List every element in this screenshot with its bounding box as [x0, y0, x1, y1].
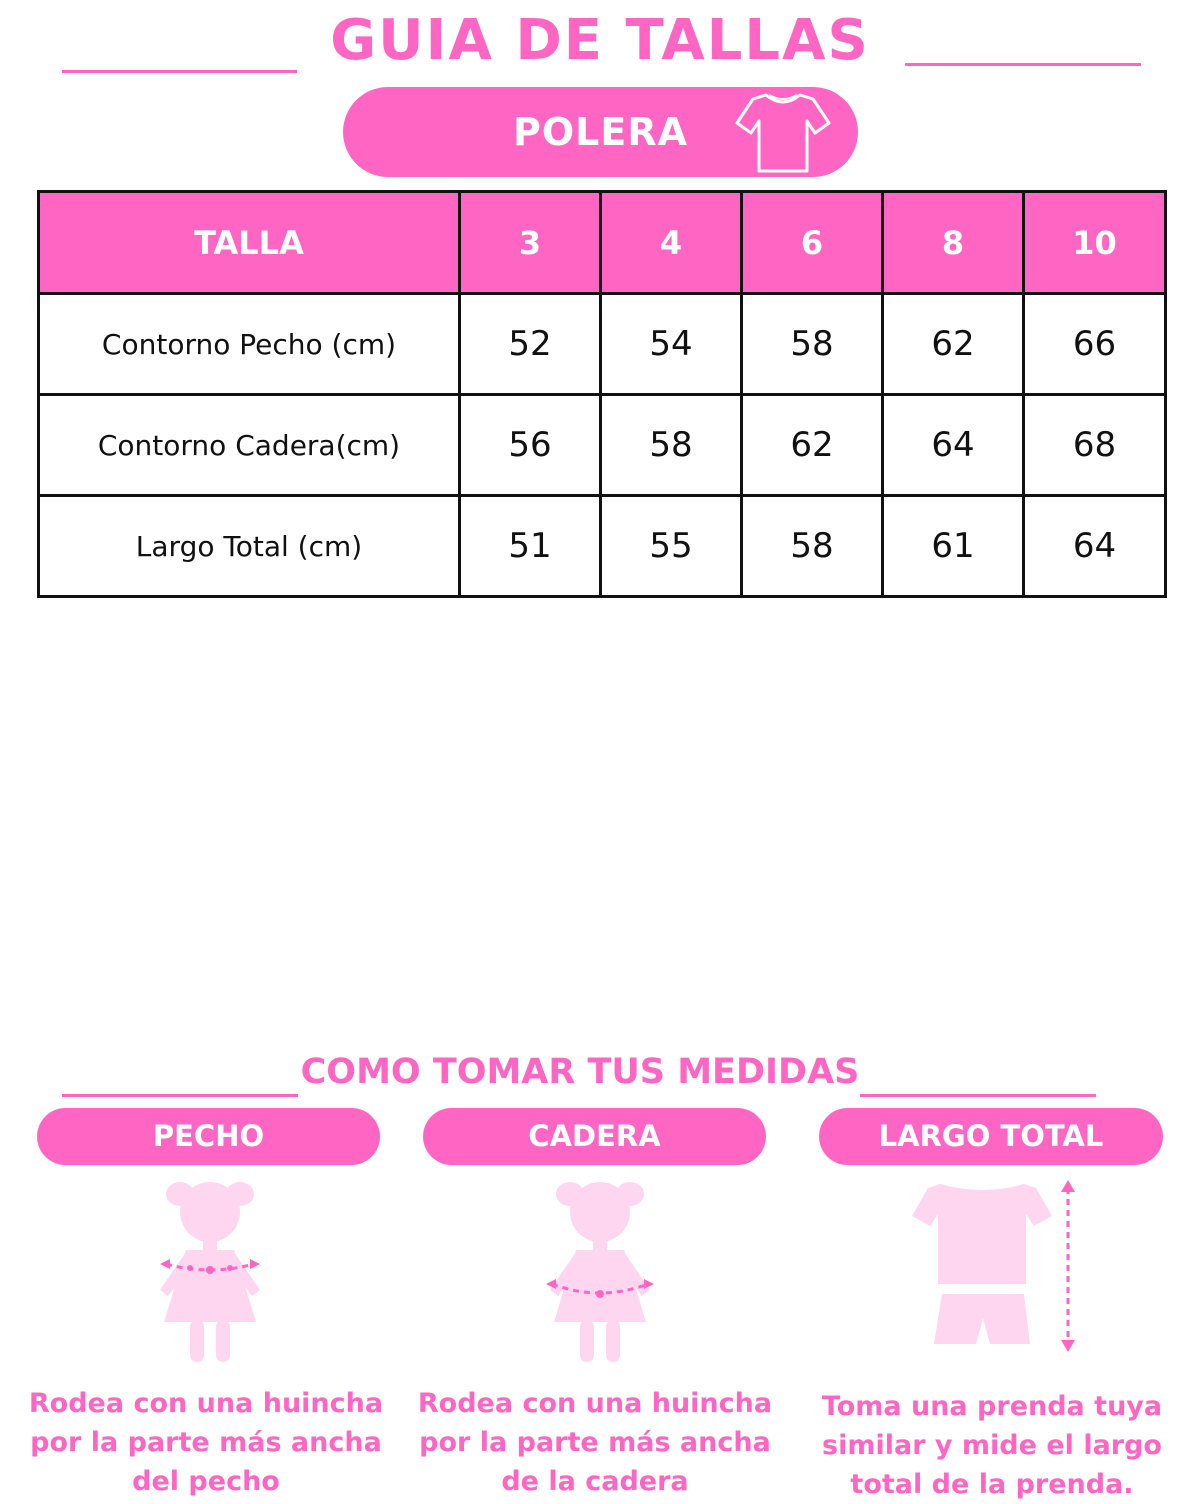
title-rule-right: [905, 63, 1141, 66]
table-cell: 61: [883, 496, 1024, 597]
size-column-header: 10: [1024, 192, 1166, 294]
instruction-line: del pecho: [132, 1466, 280, 1497]
size-column-header: 3: [460, 192, 601, 294]
pecho-pill: PECHO: [37, 1108, 380, 1165]
table-cell: 68: [1024, 395, 1166, 496]
instruction-line: similar y mide el largo: [822, 1430, 1162, 1461]
size-table: [37, 190, 1167, 598]
table-cell: 64: [883, 395, 1024, 496]
table-cell: 56: [460, 395, 601, 496]
table-cell: 66: [1024, 294, 1166, 395]
table-cell: 62: [742, 395, 883, 496]
garment-label: POLERA: [513, 110, 688, 154]
cadera-pill: CADERA: [423, 1108, 766, 1165]
instruction-line: de la cadera: [501, 1466, 689, 1497]
instruction-line: total de la prenda.: [850, 1469, 1134, 1500]
girl-hip-measure-icon: [530, 1172, 670, 1368]
table-cell: 64: [1024, 496, 1166, 597]
size-column-header: 8: [883, 192, 1024, 294]
section-rule-left: [62, 1094, 298, 1097]
row-label: Largo Total (cm): [39, 496, 460, 597]
garment-banner: [343, 87, 858, 177]
section-rule-right: [860, 1094, 1096, 1097]
row-label: Contorno Pecho (cm): [39, 294, 460, 395]
table-cell: 58: [742, 496, 883, 597]
instruction-line: Rodea con una huincha: [417, 1388, 773, 1419]
table-cell: 55: [601, 496, 742, 597]
table-cell: 51: [460, 496, 601, 597]
table-cell: 54: [601, 294, 742, 395]
table-header-row: [39, 192, 1166, 294]
instruction-line: Rodea con una huincha: [28, 1388, 384, 1419]
largo-total-instructions: [812, 1387, 1172, 1504]
table-row: [39, 496, 1166, 597]
girl-chest-measure-icon: [140, 1172, 280, 1368]
pecho-instructions: [26, 1384, 386, 1501]
instruction-line: Toma una prenda tuya: [821, 1391, 1163, 1422]
row-label: Contorno Cadera(cm): [39, 395, 460, 496]
table-cell: 62: [883, 294, 1024, 395]
table-row: [39, 395, 1166, 496]
t-shirt-icon: [733, 89, 833, 177]
table-cell: 58: [601, 395, 742, 496]
outfit-length-measure-icon: [906, 1172, 1086, 1368]
size-column-header: 4: [601, 192, 742, 294]
size-column-header: 6: [742, 192, 883, 294]
page-title: GUIA DE TALLAS: [330, 8, 870, 73]
section-title: COMO TOMAR TUS MEDIDAS: [300, 1052, 860, 1092]
table-row: [39, 294, 1166, 395]
cadera-instructions: [415, 1384, 775, 1501]
largo-total-pill: LARGO TOTAL: [819, 1108, 1163, 1165]
table-cell: 58: [742, 294, 883, 395]
instruction-line: por la parte más ancha: [30, 1427, 382, 1458]
size-header-label: TALLA: [39, 192, 460, 294]
instruction-line: por la parte más ancha: [419, 1427, 771, 1458]
table-cell: 52: [460, 294, 601, 395]
